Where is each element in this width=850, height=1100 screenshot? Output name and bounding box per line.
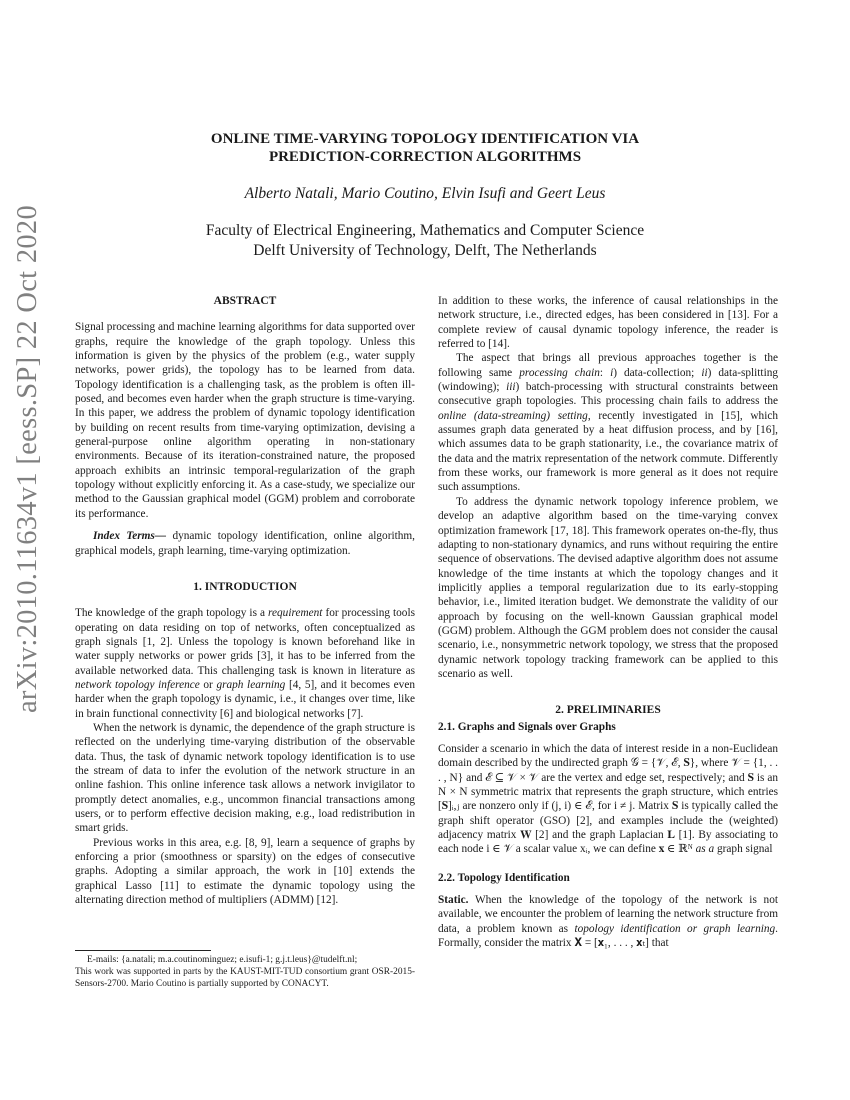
arxiv-sidebar-stamp xyxy=(2,204,54,714)
intro-paragraph-4: In addition to these works, the inference of causal relationships in the network structure, i.e., directed edges, has been considered in [13]. For a complete review of causal dynamic topology inference, the reader is referred to [14]. xyxy=(438,295,778,351)
index-terms-text: dynamic topology identification, online algorithm, graphical models, graph learning, time-varying optimization. xyxy=(75,530,415,557)
intro-paragraph-1: The knowledge of the graph topology is a requirement for processing tools operating on data residing on top of networks, often conceptualized as graph signals [1, 2]. Unless the topology is known beforehand like in water supply networks or power grids [3], it has to be inferred from the available networked data. This challenging task is known in literature as network topology inference or graph learning [4, 5], and it becomes even harder when the graph topology is dynamic, i.e., it changes over time, like in brain functional connectivity [6] and biological networks [7]. xyxy=(75,607,415,720)
arxiv-id: arXiv:2010.11634v1 [eess.SP] 22 Oct 2020 xyxy=(12,204,44,714)
paper-title xyxy=(100,130,750,166)
preliminaries-heading: 2. PRELIMINARIES xyxy=(555,704,661,717)
intro-paragraph-6: To address the dynamic network topology inference problem, we develop an adaptive algorithm based on the time-varying convex optimization framework [17, 18]. This framework operates on-the-fly, thus adapting to non-stationary dynamics, and runs without requiring the entire sequence of observations. The devised adaptive algorithm does not assume knowledge of the time instants at which the topology changes and it implicitly applies a temporal regularization due to its early-stopping behavior, i.e., limited iteration budget. We demonstrate the validity of our approach by focusing on the well-known Gaussian graphical model (GGM) problem. Although the GGM problem does not consider the causal scenario, i.e., nonsymmetric network topology, we stress that the proposed dynamic network topology tracking framework can be applied to this scenario as well. xyxy=(438,495,778,680)
introduction-heading: 1. INTRODUCTION xyxy=(193,580,297,593)
title-line-1: ONLINE TIME-VARYING TOPOLOGY IDENTIFICATION VIA xyxy=(210,131,640,147)
author-list: Alberto Natali, Mario Coutino, Elvin Isufi and Geert Leus xyxy=(244,185,606,202)
footnote-emails: E-mails: {a.natali; m.a.coutinominguez; e.isufi-1; g.j.t.leus}@tudelft.nl; xyxy=(87,955,358,965)
index-terms-label: Index Terms— xyxy=(93,530,167,543)
right-column xyxy=(438,294,778,950)
left-column xyxy=(75,294,415,907)
affiliation-line-2: Delft University of Technology, Delft, The Netherlands xyxy=(253,242,597,259)
index-terms xyxy=(75,529,415,558)
affiliation-line-1: Faculty of Electrical Engineering, Mathematics and Computer Science xyxy=(205,222,645,239)
footnote-support: This work was supported in parts by the KAUST-MIT-TUD consortium grant OSR-2015-Sensors-2700. Mario Coutino is partially supported by CONACYT. xyxy=(75,967,415,989)
footnote-rule xyxy=(75,950,211,951)
abstract-heading: ABSTRACT xyxy=(213,295,277,307)
prelim-paragraph-1: Consider a scenario in which the data of interest reside in a non-Euclidean domain described by the undirected graph 𝒢 = {𝒱, ℰ, 𝐒}, where 𝒱 = {1, . . . , N} and ℰ ⊆ 𝒱 × 𝒱 are the vertex and edge set, respectively; and 𝐒 is an N × N symmetric matrix that represents the graph structure, which entries [𝐒]ᵢ,ⱼ are nonzero only if (j, i) ∈ ℰ, for i ≠ j. Matrix 𝐒 is typically called the graph shift operator (GSO) [2], and examples include the (weighted) adjacency matrix 𝐖 [2] and the graph Laplacian 𝐋 [1]. By associating to each node i ∈ 𝒱 a scalar value xᵢ, we can define 𝐱 ∈ ℝᴺ as a graph signal xyxy=(438,742,779,856)
prelim-paragraph-2: Static. When the knowledge of the topology of the network is not available, we encounter the problem of learning the network structure from data, a problem known as topology identification or graph learning. Formally, consider the matrix 𝐗 = [𝐱₁, . . . , 𝐱ₜ] that xyxy=(438,894,778,950)
intro-paragraph-5: The aspect that brings all previous approaches together is the following same processing chain: i) data-collection; ii) data-splitting (windowing); iii) batch-processing with structural constraints between consecutive graph topologies. This processing chain fails to address the online (data-streaming) setting, recently investigated in [15], which assumes graph data generated by a heat diffusion process, and by [16], which assumes data to be graph stationarity, i.e., the covariance matrix of the data and the matrix representation of the network commute. Differently from these works, our framework is more general as it does not require such assumptions. xyxy=(438,352,779,494)
intro-paragraph-3: Previous works in this area, e.g. [8, 9], learn a sequence of graphs by enforcing a prior (smoothness or sparsity) on the edges of consecutive graphs. Adopting a similar approach, the work in [10] extends the graphical Lasso [11] to estimate the dynamic topology using the alternating direction method of multipliers (ADMM) [12]. xyxy=(75,836,415,907)
footnote xyxy=(75,954,415,990)
subsection-2-2-heading: 2.2. Topology Identification xyxy=(438,871,570,884)
title-line-2: PREDICTION-CORRECTION ALGORITHMS xyxy=(268,149,582,165)
affiliation xyxy=(100,221,750,261)
subsection-2-1-heading: 2.1. Graphs and Signals over Graphs xyxy=(438,720,616,733)
intro-paragraph-2: When the network is dynamic, the dependence of the graph structure is reflected on the underlying time-varying distribution of the observable data. Thus, the task of dynamic network topology identification is to use the stream of data to infer the evolution of the network structure in an online fashion. This online inference task allows a network invigilator to promptly detect anomalies, e.g., uncommon financial transactions among users, or to perform effective decision making, e.g., load redistribution in smart grids. xyxy=(75,721,415,835)
abstract-text: Signal processing and machine learning algorithms for data supported over graphs, require the knowledge of the graph topology. Unless this information is given by the physics of the problem (e.g., water supply networks, power grids), the topology has to be learned from data. Topology identification is a challenging task, as the problem is often ill-posed, and becomes even harder when the graph structure is time-varying. In this paper, we address the problem of dynamic topology identification by building on recent results from time-varying optimization, devising a general-purpose online algorithm operating in non-stationary environments. Because of its iteration-constrained nature, the proposed approach exhibits an intrinsic temporal-regularization of the graph topology without explicitly enforcing it. As a case-study, we specialize our method to the Gaussian graphical model (GGM) problem and corroborate its performance. xyxy=(75,321,415,520)
